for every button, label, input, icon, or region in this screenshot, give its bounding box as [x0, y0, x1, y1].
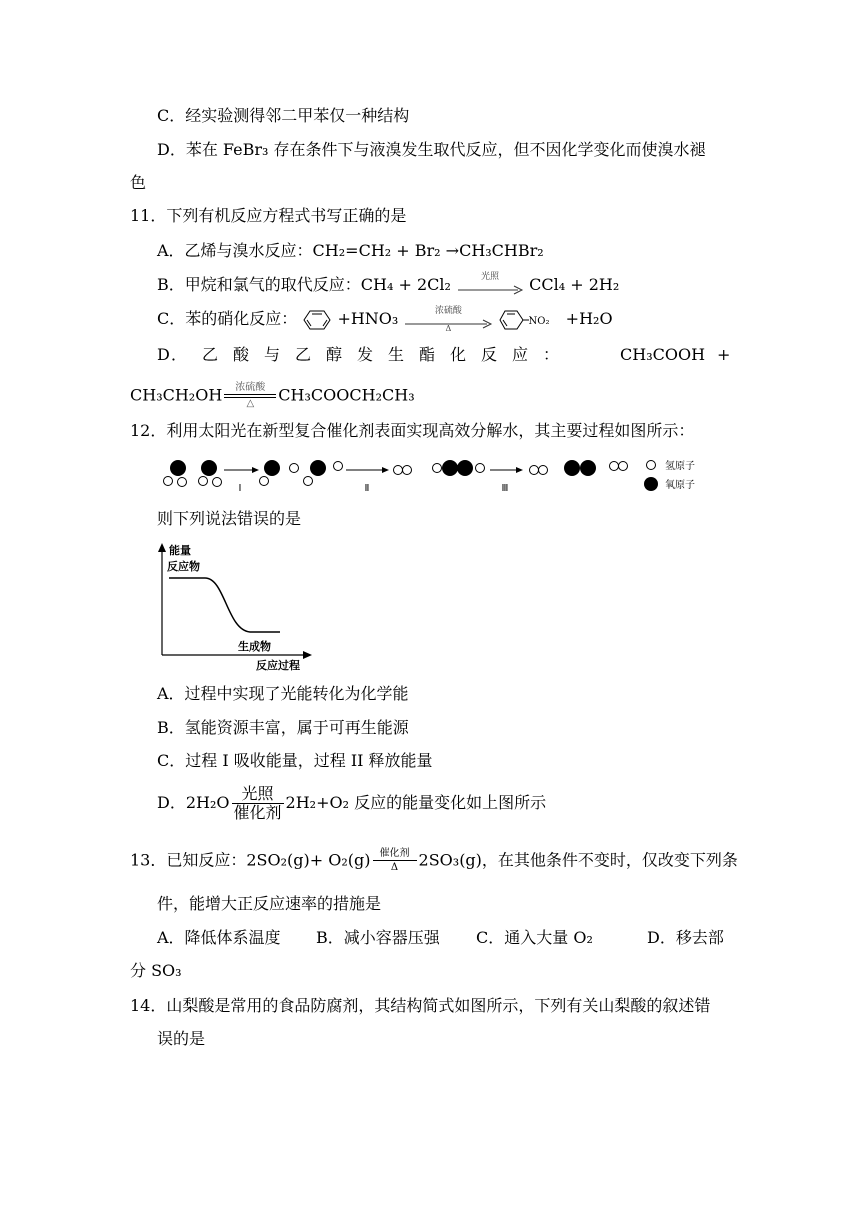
reaction-condition-bottom: △	[246, 398, 255, 409]
q11-d-letter: 发	[357, 345, 374, 364]
q11-d-letter: 应	[512, 345, 529, 364]
reaction-condition-top: 浓硫酸	[434, 305, 462, 316]
q11-d-letter: 与	[264, 345, 281, 364]
q11-d-reactant: CH₃CH₂OH	[130, 385, 223, 405]
q11-c-prefix: C．苯的硝化反应：	[157, 309, 298, 328]
q12-option-c: C．过程 I 吸收能量，过程 II 释放能量	[157, 751, 433, 770]
step-label-2: Ⅱ	[364, 483, 370, 494]
energy-diagram	[155, 540, 325, 674]
q12-stem: 12．利用太阳光在新型复合催化剂表面实现高效分解水，其主要过程如图所示：	[130, 421, 695, 440]
equilibrium-arrow	[224, 382, 276, 410]
q12-option-d	[157, 784, 546, 822]
q13-option-c: C．通入大量 O₂	[476, 928, 593, 947]
q11-d-letter: 化	[450, 345, 467, 364]
q11-option-b	[157, 271, 620, 296]
q10-option-d-line1: D．苯在 FeBr₃ 存在条件下与液溴发生取代反应，但不因化学变化而使溴水褪	[157, 140, 706, 159]
q13-option-b: B．减小容器压强	[316, 928, 440, 947]
q11-option-c	[157, 305, 613, 333]
q11-d-letter: 生	[388, 345, 405, 364]
reaction-condition-arrow	[373, 848, 417, 874]
q12-sub: 则下列说法错误的是	[157, 509, 302, 528]
q11-d-letter: 反	[481, 345, 498, 364]
condition-top: 光照	[232, 785, 284, 804]
reaction-condition-bottom: Δ	[445, 323, 452, 333]
q11-option-d-line2	[130, 382, 415, 410]
reaction-arrow	[456, 271, 524, 292]
q11-d-plus: +	[717, 345, 731, 364]
q13-stem	[130, 848, 738, 874]
reaction-condition-fraction	[232, 785, 284, 822]
q11-d-letter: 乙	[202, 345, 219, 364]
benzene-ring-icon	[499, 309, 529, 331]
q13-stem-line2: 件，能增大正反应速率的措施是	[157, 894, 382, 913]
condition-top: 催化剂	[379, 848, 410, 859]
q13-option-d: D．移去部	[647, 928, 724, 947]
reaction-condition: 光照	[480, 271, 499, 282]
q11-d-letter: ．	[171, 345, 188, 364]
step-label-3: Ⅲ	[501, 483, 509, 494]
q13-stem-prefix: 13．已知反应：2SO₂(g)+ O₂(g)	[130, 850, 371, 870]
q11-d-letter: 酯	[419, 345, 436, 364]
q11-d-letter: 乙	[295, 345, 312, 364]
q11-d-letter: 醇	[326, 345, 343, 364]
reactant-label: 反应物	[167, 560, 200, 573]
product-label: 生成物	[238, 640, 271, 653]
y-axis-label: 能量	[169, 544, 191, 557]
legend-hydrogen: 氢原子	[665, 461, 695, 472]
q13-stem-suffix: 2SO₃(g)，在其他条件不变时，仅改变下列条	[418, 850, 738, 870]
q11-b-prefix: B．甲烷和氯气的取代反应：CH₄ + 2Cl₂	[157, 275, 451, 294]
q10-option-c: C．经实验测得邻二甲苯仅一种结构	[157, 106, 410, 125]
x-axis-label: 反应过程	[256, 659, 300, 672]
reaction-condition-top: 浓硫酸	[235, 382, 266, 393]
condition-bottom: Δ	[390, 862, 399, 873]
q11-d-product: CH₃COOCH₂CH₃	[278, 385, 415, 405]
arrow-right-icon	[456, 284, 524, 296]
q11-c-mid: +HNO₃	[337, 309, 399, 328]
q12-d-prefix: D．2H₂O	[157, 793, 230, 812]
q12-option-b: B．氢能资源丰富，属于可再生能源	[157, 718, 409, 737]
condition-bottom: 催化剂	[233, 803, 282, 822]
nitro-group-label: NO₂	[528, 316, 550, 327]
step-label-1: Ⅰ	[238, 483, 242, 494]
reaction-arrow	[403, 305, 493, 333]
q14-stem-line2: 误的是	[157, 1029, 206, 1048]
legend-oxygen: 氧原子	[665, 480, 695, 491]
q11-d-letter: 酸	[233, 345, 250, 364]
q13-option-d-line2: 分 SO₃	[130, 961, 182, 980]
q12-option-a: A．过程中实现了光能转化为化学能	[157, 684, 409, 703]
benzene-ring-icon	[302, 309, 332, 331]
q14-stem-line1: 14．山梨酸是常用的食品防腐剂，其结构简式如图所示，下列有关山梨酸的叙述错	[130, 996, 711, 1015]
water-splitting-diagram	[160, 458, 720, 500]
q11-c-suffix: +H₂O	[565, 309, 613, 328]
q11-d-letter: ：	[543, 345, 560, 364]
q11-option-a: A．乙烯与溴水反应：CH₂=CH₂ + Br₂ →CH₃CHBr₂	[157, 241, 544, 260]
q13-option-a: A．降低体系温度	[157, 928, 281, 947]
q11-b-suffix: CCl₄ + 2H₂	[529, 275, 620, 294]
q11-d-letter: D	[157, 345, 170, 364]
q10-option-d-line2: 色	[130, 173, 147, 192]
q11-d-formula: CH₃COOH	[620, 345, 706, 364]
q12-d-suffix: 2H₂+O₂ 反应的能量变化如上图所示	[285, 793, 547, 812]
q11-stem: 11．下列有机反应方程式书写正确的是	[130, 206, 407, 225]
